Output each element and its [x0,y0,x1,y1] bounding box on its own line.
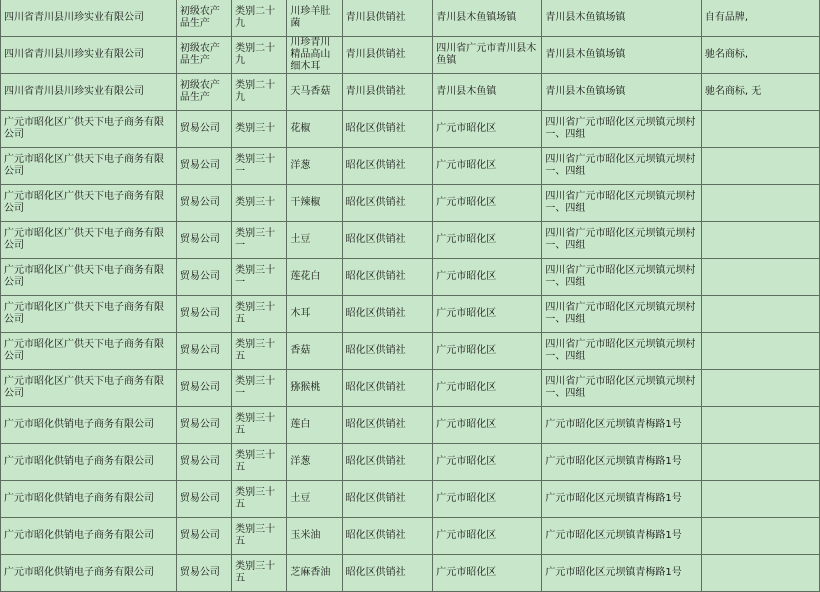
address-cell[interactable]: 广元市昭化区元坝镇青梅路1号 [542,555,701,592]
company-cell[interactable]: 广元市昭化区广供天下电子商务有限公司 [1,296,177,333]
product-cell[interactable]: 莲花白 [287,259,342,296]
product-cell[interactable]: 猕猴桃 [287,370,342,407]
supervisor-cell[interactable]: 昭化区供销社 [342,296,433,333]
product-cell[interactable]: 花椒 [287,111,342,148]
type-cell[interactable]: 贸易公司 [176,481,231,518]
brand-cell[interactable] [701,333,819,370]
category-cell[interactable]: 类别三十五 [232,555,287,592]
company-cell[interactable]: 广元市昭化区广供天下电子商务有限公司 [1,222,177,259]
address-cell[interactable]: 广元市昭化区元坝镇青梅路1号 [542,481,701,518]
category-cell[interactable]: 类别三十一 [232,148,287,185]
table-row [1,333,820,370]
company-cell[interactable]: 四川省青川县川珍实业有限公司 [1,74,177,111]
table-row [1,222,820,259]
category-cell[interactable]: 类别三十五 [232,518,287,555]
company-cell[interactable]: 广元市昭化区广供天下电子商务有限公司 [1,333,177,370]
supervisor-cell[interactable]: 昭化区供销社 [342,111,433,148]
origin-cell[interactable]: 广元市昭化区 [433,333,542,370]
address-cell[interactable]: 青川县木鱼镇场镇 [542,37,701,74]
origin-cell[interactable]: 四川省广元市青川县木鱼镇 [433,37,542,74]
supervisor-cell[interactable]: 青川县供销社 [342,0,433,37]
brand-cell[interactable] [701,185,819,222]
type-cell[interactable]: 贸易公司 [176,111,231,148]
address-cell[interactable]: 广元市昭化区元坝镇青梅路1号 [542,518,701,555]
company-cell[interactable]: 广元市昭化区广供天下电子商务有限公司 [1,185,177,222]
supervisor-cell[interactable]: 昭化区供销社 [342,555,433,592]
table-row [1,555,820,592]
product-cell[interactable]: 川珍羊肚菌 [287,0,342,37]
category-cell[interactable]: 类别三十一 [232,370,287,407]
origin-cell[interactable]: 青川县木鱼镇 [433,74,542,111]
supervisor-cell[interactable]: 昭化区供销社 [342,259,433,296]
type-cell[interactable]: 贸易公司 [176,148,231,185]
brand-cell[interactable]: 自有品牌, [701,0,819,37]
company-cell[interactable]: 四川省青川县川珍实业有限公司 [1,37,177,74]
table-row [1,111,820,148]
origin-cell[interactable]: 广元市昭化区 [433,222,542,259]
brand-cell[interactable] [701,407,819,444]
type-cell[interactable]: 初级农产品生产 [176,37,231,74]
address-cell[interactable]: 四川省广元市昭化区元坝镇元坝村一、四组 [542,148,701,185]
product-cell[interactable]: 芝麻香油 [287,555,342,592]
table-row [1,444,820,481]
supervisor-cell[interactable]: 青川县供销社 [342,37,433,74]
product-cell[interactable]: 洋葱 [287,148,342,185]
table-row [1,518,820,555]
type-cell[interactable]: 贸易公司 [176,259,231,296]
address-cell[interactable]: 四川省广元市昭化区元坝镇元坝村一、四组 [542,259,701,296]
origin-cell[interactable]: 广元市昭化区 [433,407,542,444]
category-cell[interactable]: 类别三十五 [232,407,287,444]
product-cell[interactable]: 香菇 [287,333,342,370]
address-cell[interactable]: 四川省广元市昭化区元坝镇元坝村一、四组 [542,370,701,407]
supervisor-cell[interactable]: 青川县供销社 [342,74,433,111]
table-row [1,185,820,222]
category-cell[interactable]: 类别三十五 [232,296,287,333]
brand-cell[interactable] [701,444,819,481]
brand-cell[interactable] [701,555,819,592]
company-cell[interactable]: 广元市昭化区广供天下电子商务有限公司 [1,259,177,296]
origin-cell[interactable]: 青川县木鱼镇场镇 [433,0,542,37]
category-cell[interactable]: 类别三十五 [232,333,287,370]
address-cell[interactable]: 青川县木鱼镇场镇 [542,74,701,111]
company-cell[interactable]: 广元市昭化区广供天下电子商务有限公司 [1,148,177,185]
category-cell[interactable]: 类别三十一 [232,222,287,259]
type-cell[interactable]: 贸易公司 [176,296,231,333]
address-cell[interactable]: 四川省广元市昭化区元坝镇元坝村一、四组 [542,111,701,148]
company-cell[interactable]: 四川省青川县川珍实业有限公司 [1,0,177,37]
origin-cell[interactable]: 广元市昭化区 [433,444,542,481]
supervisor-cell[interactable]: 昭化区供销社 [342,370,433,407]
type-cell[interactable]: 贸易公司 [176,555,231,592]
origin-cell[interactable]: 广元市昭化区 [433,555,542,592]
company-cell[interactable]: 广元市昭化供销电子商务有限公司 [1,481,177,518]
company-cell[interactable]: 广元市昭化供销电子商务有限公司 [1,555,177,592]
category-cell[interactable]: 类别二十九 [232,74,287,111]
supervisor-cell[interactable]: 昭化区供销社 [342,333,433,370]
company-cell[interactable]: 广元市昭化供销电子商务有限公司 [1,444,177,481]
company-cell[interactable]: 广元市昭化区广供天下电子商务有限公司 [1,370,177,407]
brand-cell[interactable] [701,370,819,407]
address-cell[interactable]: 四川省广元市昭化区元坝镇元坝村一、四组 [542,222,701,259]
table-row [1,370,820,407]
origin-cell[interactable]: 广元市昭化区 [433,111,542,148]
type-cell[interactable]: 贸易公司 [176,222,231,259]
product-cell[interactable]: 木耳 [287,296,342,333]
table-row [1,148,820,185]
brand-cell[interactable] [701,518,819,555]
table-row [1,407,820,444]
product-cell[interactable]: 莲白 [287,407,342,444]
category-cell[interactable]: 类别三十一 [232,259,287,296]
address-cell[interactable]: 广元市昭化区元坝镇青梅路1号 [542,407,701,444]
table-row [1,481,820,518]
origin-cell[interactable]: 广元市昭化区 [433,296,542,333]
address-cell[interactable]: 四川省广元市昭化区元坝镇元坝村一、四组 [542,185,701,222]
brand-cell[interactable]: 驰名商标, [701,37,819,74]
table-row [1,296,820,333]
category-cell[interactable]: 类别二十九 [232,37,287,74]
category-cell[interactable]: 类别三十五 [232,481,287,518]
type-cell[interactable]: 初级农产品生产 [176,74,231,111]
product-cell[interactable]: 川珍青川精品高山细木耳 [287,37,342,74]
supervisor-cell[interactable]: 昭化区供销社 [342,518,433,555]
type-cell[interactable]: 贸易公司 [176,370,231,407]
product-cell[interactable]: 干辣椒 [287,185,342,222]
type-cell[interactable]: 贸易公司 [176,444,231,481]
supervisor-cell[interactable]: 昭化区供销社 [342,444,433,481]
address-cell[interactable]: 四川省广元市昭化区元坝镇元坝村一、四组 [542,333,701,370]
category-cell[interactable]: 类别二十九 [232,0,287,37]
origin-cell[interactable]: 广元市昭化区 [433,481,542,518]
origin-cell[interactable]: 广元市昭化区 [433,518,542,555]
supervisor-cell[interactable]: 昭化区供销社 [342,148,433,185]
supervisor-cell[interactable]: 昭化区供销社 [342,481,433,518]
origin-cell[interactable]: 广元市昭化区 [433,259,542,296]
supervisor-cell[interactable]: 昭化区供销社 [342,185,433,222]
type-cell[interactable]: 贸易公司 [176,333,231,370]
address-cell[interactable]: 广元市昭化区元坝镇青梅路1号 [542,444,701,481]
type-cell[interactable]: 初级农产品生产 [176,0,231,37]
origin-cell[interactable]: 广元市昭化区 [433,370,542,407]
product-cell[interactable]: 土豆 [287,222,342,259]
category-cell[interactable]: 类别三十 [232,185,287,222]
company-cell[interactable]: 广元市昭化区广供天下电子商务有限公司 [1,111,177,148]
category-cell[interactable]: 类别三十五 [232,444,287,481]
product-cell[interactable]: 洋葱 [287,444,342,481]
address-cell[interactable]: 青川县木鱼镇场镇 [542,0,701,37]
table-row [1,0,820,37]
brand-cell[interactable] [701,296,819,333]
company-cell[interactable]: 广元市昭化供销电子商务有限公司 [1,518,177,555]
brand-cell[interactable] [701,259,819,296]
brand-cell[interactable] [701,481,819,518]
origin-cell[interactable]: 广元市昭化区 [433,148,542,185]
address-cell[interactable]: 四川省广元市昭化区元坝镇元坝村一、四组 [542,296,701,333]
type-cell[interactable]: 贸易公司 [176,518,231,555]
product-cell[interactable]: 玉米油 [287,518,342,555]
brand-cell[interactable] [701,148,819,185]
type-cell[interactable]: 贸易公司 [176,185,231,222]
type-cell[interactable]: 贸易公司 [176,407,231,444]
table-row [1,37,820,74]
brand-cell[interactable]: 驰名商标, 无 [701,74,819,111]
table-row [1,259,820,296]
brand-cell[interactable] [701,222,819,259]
company-cell[interactable]: 广元市昭化供销电子商务有限公司 [1,407,177,444]
product-cell[interactable]: 土豆 [287,481,342,518]
brand-cell[interactable] [701,111,819,148]
supervisor-cell[interactable]: 昭化区供销社 [342,222,433,259]
product-cell[interactable]: 天马香菇 [287,74,342,111]
category-cell[interactable]: 类别三十 [232,111,287,148]
origin-cell[interactable]: 广元市昭化区 [433,185,542,222]
supervisor-cell[interactable]: 昭化区供销社 [342,407,433,444]
table-row [1,74,820,111]
